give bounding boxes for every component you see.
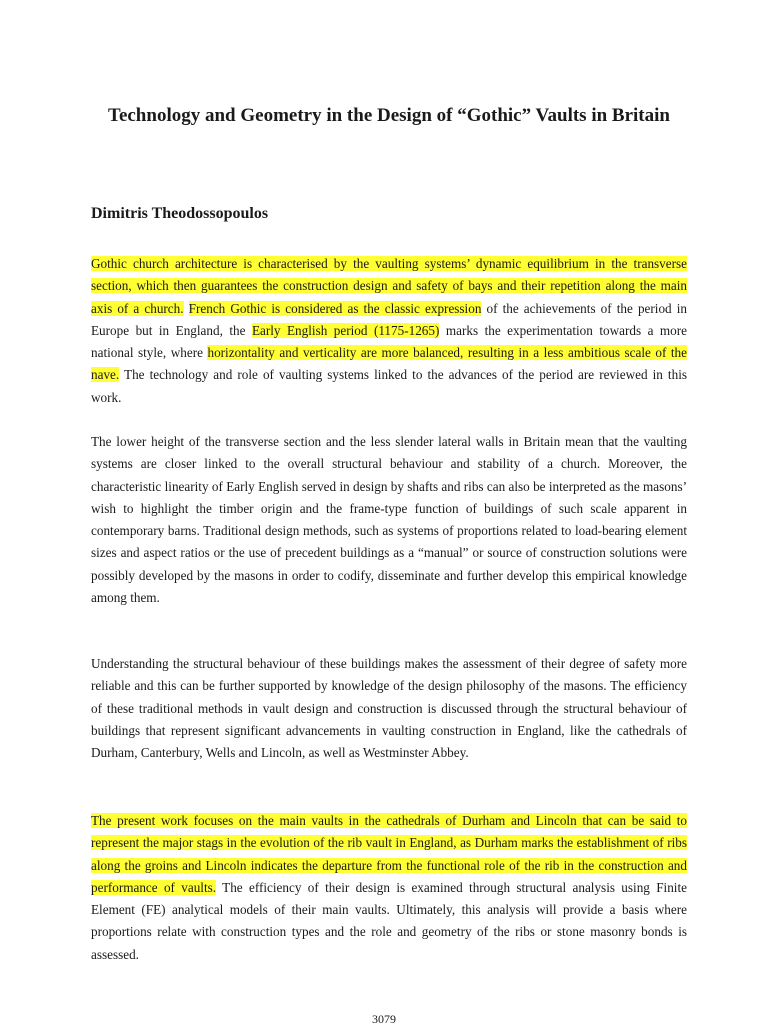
paragraph-3 xyxy=(91,653,687,764)
paragraph-4 xyxy=(91,810,687,966)
body-text xyxy=(184,301,189,316)
body-text: The efficiency of their design is examined through structural analysis using Finite Element (FE) analytical models of their main vaults. Ultimately, this analysis will provide a basis where proportions relate with construction types and the role and geometry of the ribs or stone masonry bonds is assessed. xyxy=(91,879,687,962)
highlighted-text: The present work focuses on the main vaults in the cathedrals of Durham and Lincoln that can be said to represent the major stags in the evolution of the rib vault in England, as Durham marks the establishment of ribs along the groins and Lincoln indicates the departure from the functional role of the rib in the construction and performance of vaults. xyxy=(91,813,687,895)
paragraph-2 xyxy=(91,431,687,609)
body-text: of the achievements of the period in Europe but in England, the xyxy=(91,300,688,338)
body-text: The technology and role of vaulting systems linked to the advances of the period are reviewed in this work. xyxy=(91,367,687,405)
highlighted-text: French Gothic is considered as the classic expression xyxy=(188,300,482,316)
highlighted-text: horizontality and verticality are more balanced, resulting in a less ambitious scale of the nave. xyxy=(91,345,687,383)
highlighted-text: Early English period (1175-1265) xyxy=(251,322,440,338)
body-text: The lower height of the transverse section and the less slender lateral walls in Britain mean that the vaulting systems are closer linked to the overall structural behaviour and stability of a church. Moreover, the characteristic linearity of Early English served in design by shafts and ribs can also be interpreted as the masons’ wish to highlight the timber origin and the frame-type function of buildings of such scale apparent in contemporary barns. Traditional design methods, such as systems of proportions related to load-bearing element sizes and aspect ratios or the use of precedent buildings as a “manual” or source of construction solutions were possibly developed by the masons in order to codify, disseminate and further develop this empirical knowledge among them. xyxy=(91,434,687,606)
highlighted-text: Gothic church architecture is characterised by the vaulting systems’ dynamic equilibrium in the transverse section, which then guarantees the construction design and safety of bays and their repetition along the main axis of a church. xyxy=(91,256,687,316)
author-name: Dimitris Theodossopoulos xyxy=(91,205,269,222)
body-text: marks the experimentation towards a more national style, where xyxy=(91,322,688,361)
paragraph-1 xyxy=(91,253,687,409)
paper-title: Technology and Geometry in the Design of “Gothic” Vaults in Britain xyxy=(108,105,670,126)
page-number: 3079 xyxy=(372,1012,396,1026)
body-text: Understanding the structural behaviour of these buildings makes the assessment of their degree of safety more reliable and this can be further supported by knowledge of the design philosophy of the masons. The efficiency of these traditional methods in vault design and construction is discussed through the structural behaviour of buildings that represent significant advancements in vaulting construction in England, like the cathedrals of Durham, Canterbury, Wells and Lincoln, as well as Westminster Abbey. xyxy=(91,656,687,761)
